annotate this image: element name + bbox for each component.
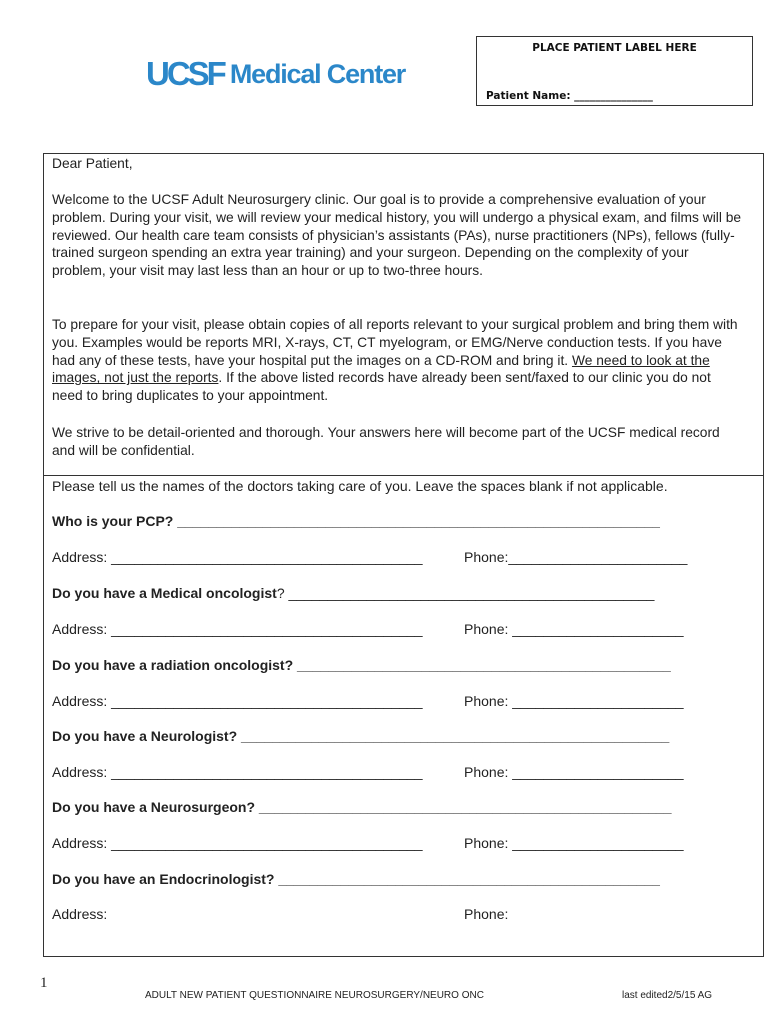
page-number: 1 (40, 975, 48, 991)
medical-oncologist-phone-field[interactable]: Phone: ______________________ (464, 621, 684, 637)
neurologist-question[interactable]: Do you have a Neurologist? _______________________________________________________ (52, 728, 670, 744)
footer-last-edited: last edited2/5/15 AG (622, 990, 713, 1001)
neurosurgeon-question[interactable]: Do you have a Neurosurgeon? _____________________________________________________ (52, 799, 672, 815)
form-instructions: Please tell us the names of the doctors taking care of you. Leave the spaces blank if not applicable. (52, 478, 668, 494)
patient-label-title: PLACE PATIENT LABEL HERE (532, 42, 697, 54)
radiation-oncologist-address-field[interactable]: Address: ________________________________________ (52, 693, 423, 709)
ucsf-medical-center-logo (146, 50, 405, 90)
radiation-oncologist-phone-field[interactable]: Phone: ______________________ (464, 693, 684, 709)
para2-text-after: . If the above listed records have already been sent/faxed to our clinic you do not need to bring duplicates to your appointment. (52, 370, 711, 404)
logo-medical-center-text: Medical Center (229, 59, 406, 90)
medical-oncologist-address-field[interactable]: Address: ________________________________________ (52, 621, 423, 637)
patient-label-box (476, 36, 753, 106)
endocrinologist-question[interactable]: Do you have an Endocrinologist? _________________________________________________ (52, 871, 660, 887)
pcp-phone-field[interactable]: Phone:_______________________ (464, 549, 688, 565)
neurosurgeon-phone-field[interactable]: Phone: ______________________ (464, 835, 684, 851)
endocrinologist-phone-field[interactable]: Phone: (464, 906, 509, 922)
radiation-oncologist-question[interactable]: Do you have a radiation oncologist? ________________________________________________ (52, 657, 671, 673)
pcp-address-field[interactable]: Address: ________________________________________ (52, 549, 423, 565)
neurologist-address-field[interactable]: Address: ________________________________________ (52, 764, 423, 780)
medical-oncologist-label: Do you have a Medical oncologist (52, 585, 277, 601)
para2-text-before: To prepare for your visit, please obtain copies of all reports relevant to your surgical problem and bring them with you. Examples would be reports MRI, X-rays, CT, CT myelogram, or EMG/Nerve conduction tests. If you have had any of these tests, have your hospital put the images on a CD-ROM and bring it. (52, 317, 738, 368)
para2-underlined-text: We need to look at the images, not just the reports (52, 352, 710, 386)
pcp-question[interactable]: Who is your PCP? ______________________________________________________________ (52, 513, 660, 529)
patient-name-field[interactable]: Patient Name: _______________ (486, 90, 653, 102)
intro-paragraph-2 (52, 316, 742, 405)
medical-oncologist-blank: ? _______________________________________________ (276, 585, 655, 601)
neurologist-phone-field[interactable]: Phone: ______________________ (464, 764, 684, 780)
endocrinologist-address-field[interactable]: Address: (52, 906, 108, 922)
medical-oncologist-question[interactable] (52, 584, 654, 602)
footer-form-title: ADULT NEW PATIENT QUESTIONNAIRE NEUROSURGERY/NEURO ONC (145, 990, 484, 1001)
greeting: Dear Patient, (52, 156, 133, 171)
intro-paragraph-1: Welcome to the UCSF Adult Neurosurgery clinic. Our goal is to provide a comprehensive evaluation of your problem. During your visit, we will review your medical history, you will undergo a physical exam, and films will be reviewed. Our health care team consists of physician’s assistants (PAs), nurse practitioners (NPs), fellows (fully-trained surgeon spending an extra year training) and your surgeon. Depending on the complexity of your problem, your visit may last less than an hour or up to two-three hours. (52, 192, 742, 279)
intro-paragraph-3: We strive to be detail-oriented and thorough. Your answers here will become part of the UCSF medical record and will be confidential. (52, 425, 720, 458)
neurosurgeon-address-field[interactable]: Address: ________________________________________ (52, 835, 423, 851)
logo-ucsf-text: UCSF (146, 55, 224, 92)
